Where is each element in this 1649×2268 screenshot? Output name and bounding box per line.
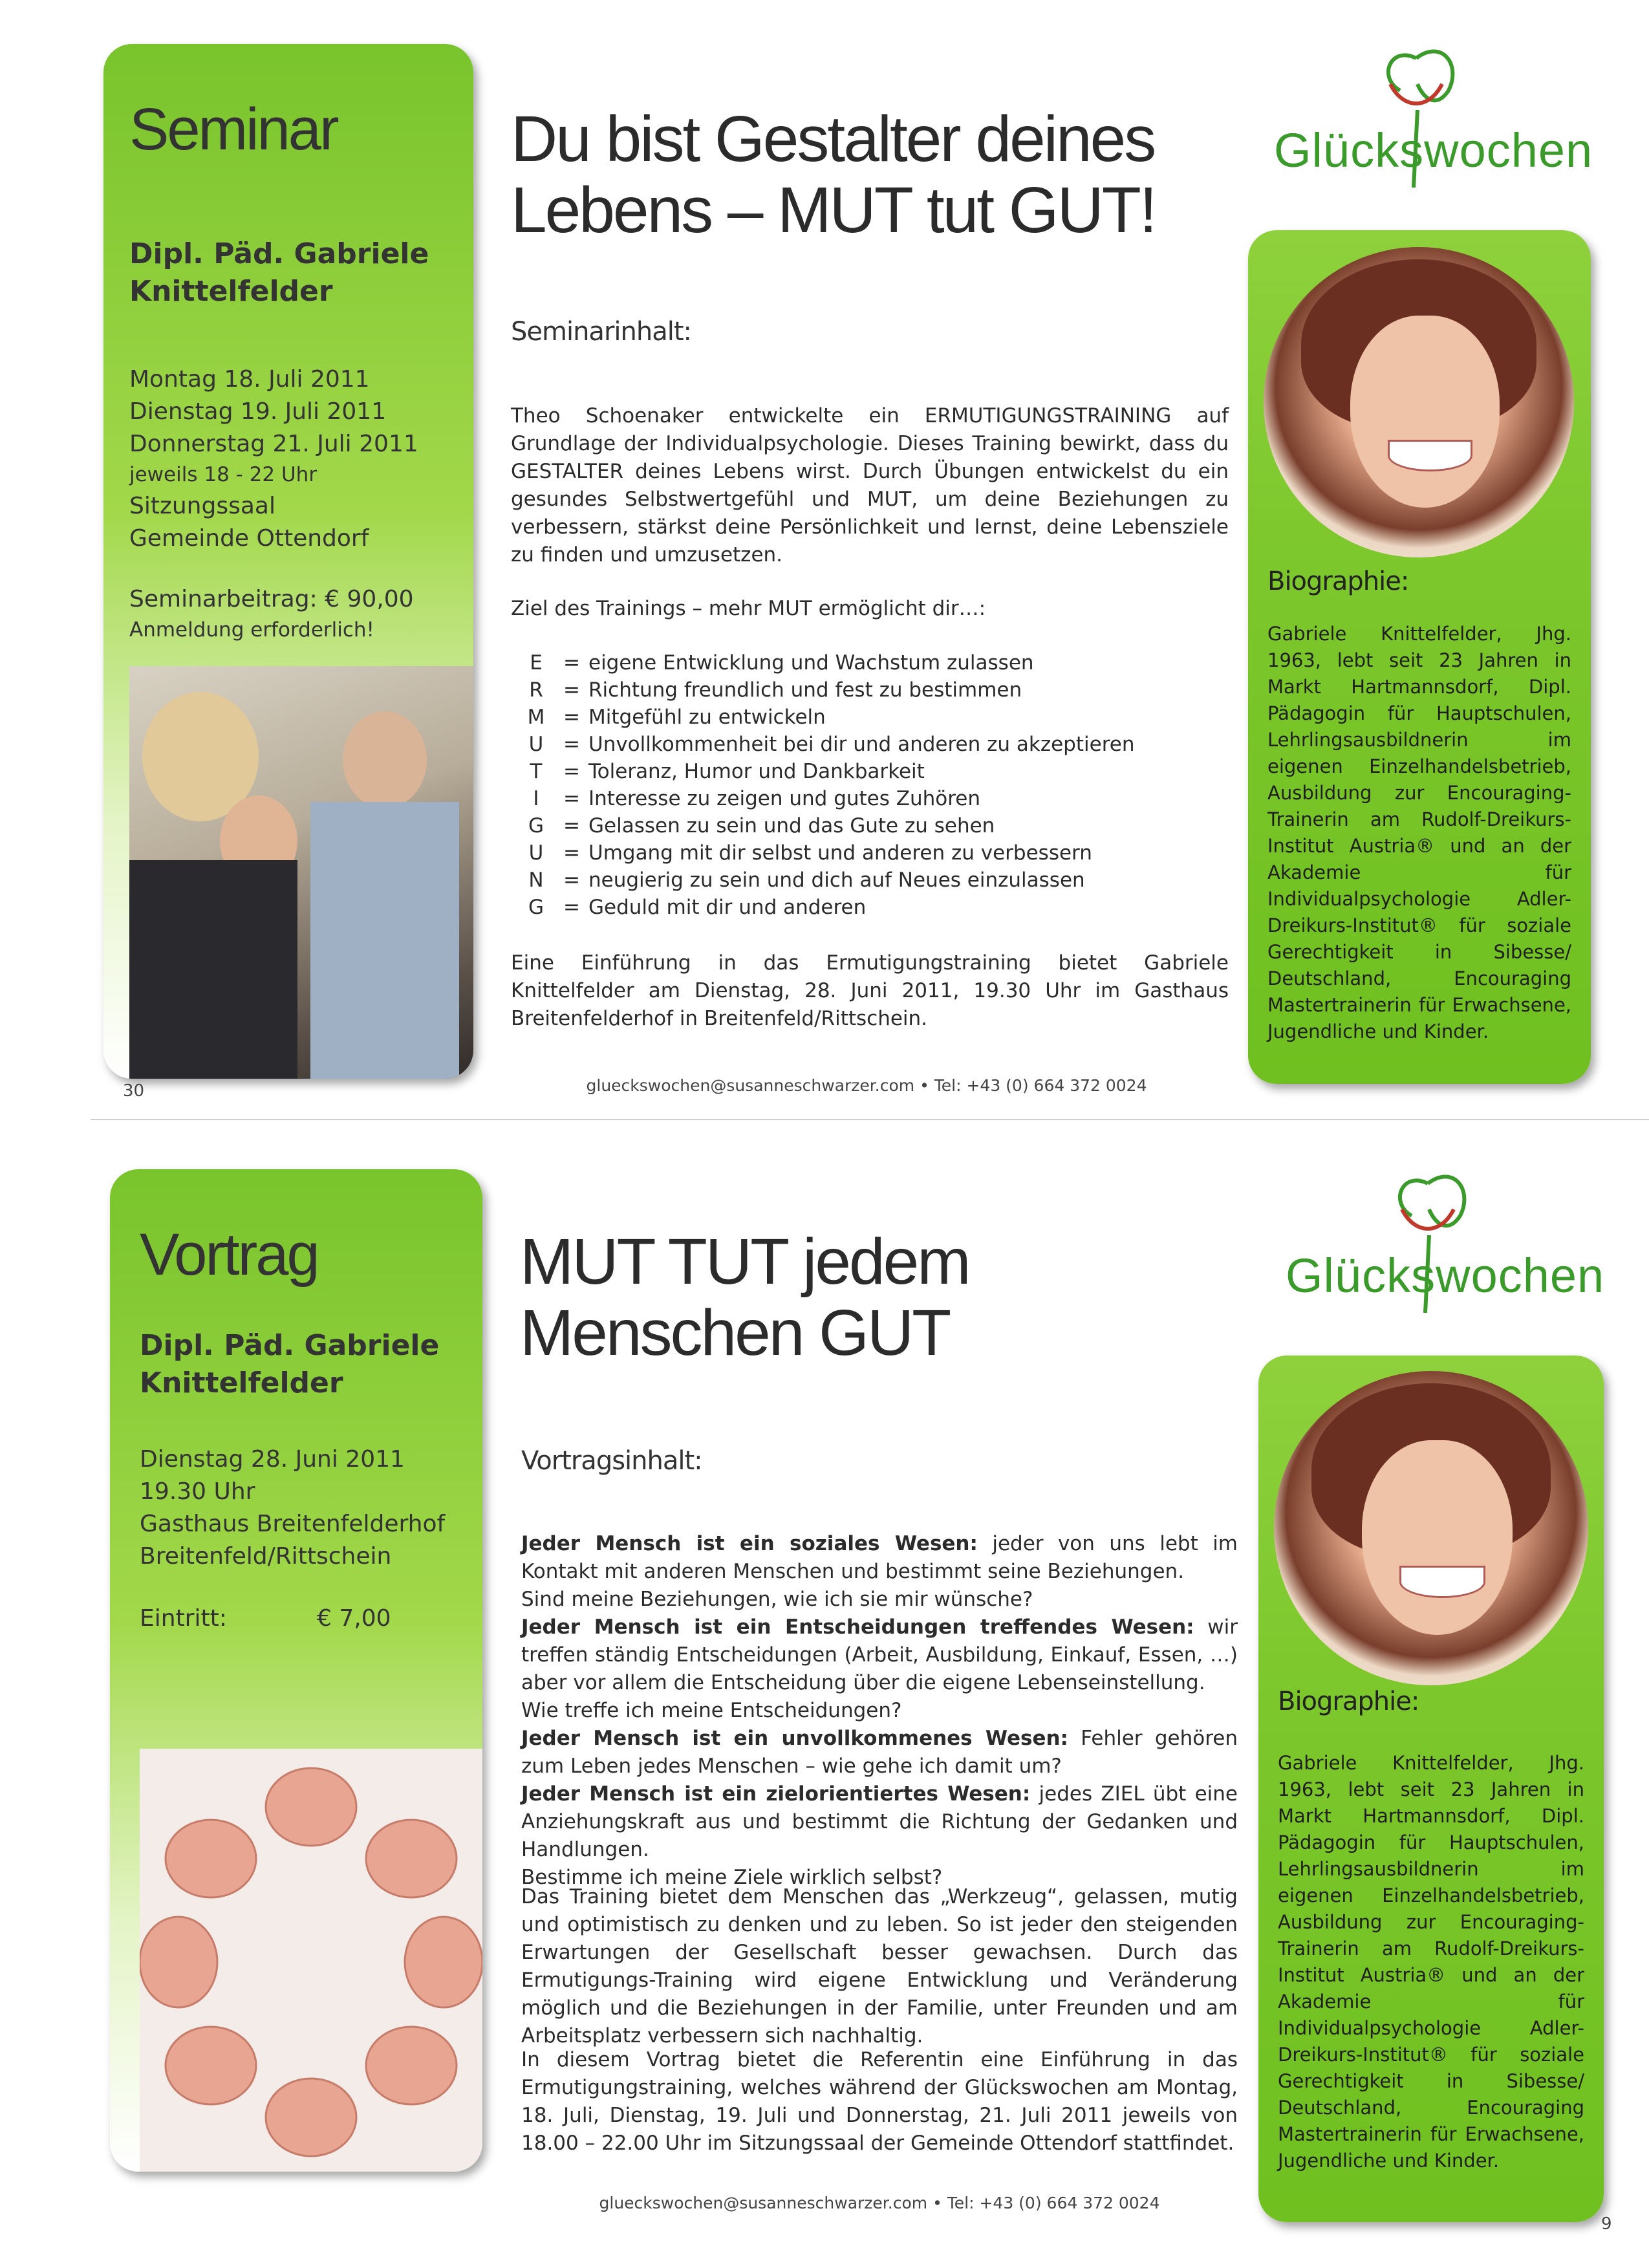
list-item: R = Richtung freundlich und fest zu bestimmen: [529, 678, 1022, 702]
presenter-name: Dipl. Päd. Gabriele Knittelfelder: [140, 1329, 440, 1399]
bio-title: Biographie:: [1267, 567, 1409, 596]
glueckswochen-logo: [1279, 1164, 1605, 1319]
registration-note: Anmeldung erforderlich!: [129, 618, 374, 642]
logo-text: Glückswochen: [1286, 1249, 1605, 1302]
panel-title: Seminar: [129, 96, 338, 162]
list-item: T = Toleranz, Humor und Dankbarkeit: [530, 760, 925, 783]
panel-title: Vortrag: [140, 1222, 318, 1288]
list-item: N = neugierig zu sein und dich auf Neues einzulassen: [528, 869, 1085, 892]
lecture-fee-value: € 7,00: [317, 1605, 391, 1632]
page-divider: [91, 1119, 1649, 1120]
page-footer: glueckswochen@susanneschwarzer.com • Tel: +43 (0) 664 372 0024: [599, 2194, 1160, 2212]
list-item: E = eigene Entwicklung und Wachstum zulassen: [530, 651, 1034, 675]
list-item: Jeder Mensch ist ein soziales Wesen: jeder von uns lebt im Kontakt mit anderen Menschen und bestimmt seine Beziehungen. Sind meine Beziehungen, wie ich sie mir wünsche?: [521, 1532, 1238, 1611]
portrait-photo: [1274, 1371, 1588, 1685]
biography-panel: [1258, 1355, 1604, 2222]
seminar-dates: Montag 18. Juli 2011 Dienstag 19. Juli 2011 Donnerstag 21. Juli 2011: [129, 366, 418, 457]
seminar-info-panel: [103, 44, 473, 1079]
acronym-list: [517, 649, 1229, 921]
biography-panel: [1248, 230, 1591, 1084]
logo-text: Glückswochen: [1274, 124, 1593, 177]
seminar-venue: Sitzungssaal Gemeinde Ottendorf: [129, 493, 369, 552]
list-item: I = Interesse zu zeigen und gutes Zuhören: [533, 787, 981, 810]
list-item: G = Gelassen zu sein und das Gute zu sehen: [528, 814, 995, 837]
list-item: Jeder Mensch ist ein Entscheidungen treffendes Wesen: wir treffen ständig Entscheidungen (Arbeit, Ausbildung, Einkauf, Essen, …) aber vor allem die Entscheidung über die eigene Lebenseinstellung. Wie treffe ich meine Entscheidungen?: [521, 1615, 1238, 1722]
lecture-paragraph-3: In diesem Vortrag bietet die Referentin eine Einführung in das Ermutigungstraining, welches während der Glückswochen am Montag, 18. Juli, Dienstag, 19. Juli und Donnerstag, 21. Juli 2011 jeweils von 18.00 – 22.00 Uhr im Sitzungssaal der Gemeinde Ottendorf stattfindet.: [521, 2048, 1238, 2155]
lecture-headline: MUT TUT jedem Menschen GUT: [520, 1226, 969, 1369]
list-item: U = Umgang mit dir selbst und anderen zu verbessern: [528, 841, 1092, 865]
presenter-name: Dipl. Päd. Gabriele Knittelfelder: [129, 237, 429, 308]
list-item: U = Unvollkommenheit bei dir und anderen zu akzeptieren: [528, 733, 1135, 756]
page-number: 30: [123, 1081, 145, 1101]
list-item: Jeder Mensch ist ein zielorientiertes Wesen: jedes ZIEL übt eine Anziehungskraft aus und bestimmt die Richtung der Gedanken und Handlungen. Bestimme ich meine Ziele wirklich selbst?: [521, 1782, 1238, 1889]
bio-text: Gabriele Knittelfelder, Jhg. 1963, lebt seit 23 Jahren in Markt Hartmannsdorf, Dipl. Pädagogin für Hauptschulen, Lehrlingsausbildnerin im eigenen Einzelhandelsbetrieb, Ausbildung zur Encouraging-Trainerin am Rudolf-Dreikurs-Institut Austria® und an der Akademie für Individualpsychologie Adler-Dreikurs-Institut® für soziale Gerechtigkeit in Sibesse/ Deutschland, Encouraging Mastertrainerin für Erwachsene, Jugendliche und Kinder.: [1267, 623, 1571, 1042]
hands-illustration-icon: [140, 1749, 482, 2172]
seminar-outro: Eine Einführung in das Ermutigungstraining bietet Gabriele Knittelfelder am Dienstag, 28. Juni 2011, 19.30 Uhr im Gasthaus Breitenfelderhof in Breitenfeld/Rittschein.: [511, 951, 1229, 1030]
seminar-time: jeweils 18 - 22 Uhr: [129, 463, 318, 486]
lecture-details: Dienstag 28. Juni 2011 19.30 Uhr Gasthaus Breitenfelderhof Breitenfeld/Rittschein: [140, 1446, 446, 1570]
lecture-points: [521, 1530, 1238, 1892]
seminar-intro: Theo Schoenaker entwickelte ein ERMUTIGUNGSTRAINING auf Grundlage der Individualpsychologie. Dieses Training bewirkt, dass du GESTALTER deines Lebens wirst. Durch Übungen entwickelst du ein gesundes Selbstwertgefühl und MUT, um deine Beziehungen zu verbessern, stärkst deine Persönlichkeit und lernst, deine Lebensziele zu finden und umzusetzen.: [511, 404, 1229, 567]
page-number: 9: [1601, 2214, 1612, 2234]
list-item: M = Mitgefühl zu entwickeln: [527, 706, 826, 729]
lecture-fee-label: Eintritt:: [140, 1605, 227, 1632]
lecture-section-title: Vortragsinhalt:: [521, 1446, 702, 1476]
seminar-fee: Seminarbeitrag: € 90,00: [129, 586, 414, 612]
hands-circle-photo: [140, 1749, 482, 2172]
seminar-section-title: Seminarinhalt:: [511, 317, 691, 347]
list-item: G = Geduld mit dir und anderen: [528, 896, 867, 919]
lecture-paragraph-2: Das Training bietet dem Menschen das „Werkzeug“, gelassen, mutig und optimistisch zu denken und zu leben. So ist jeder den steigenden Erwartungen der Gesellschaft besser gewachsen. Durch das Ermutigungs-Training wird eigene Entwicklung und Veränderung möglich und die Beziehungen in der Familie, unter Freunden und am Arbeitsplatz verbessern sich nachhaltig.: [521, 1885, 1238, 2047]
business-people-photo: [129, 666, 473, 1079]
lecture-info-panel: [110, 1169, 482, 2172]
bio-text: Gabriele Knittelfelder, Jhg. 1963, lebt seit 23 Jahren in Markt Hartmannsdorf, Dipl. Pädagogin für Hauptschulen, Lehrlingsausbildnerin im eigenen Einzelhandelsbetrieb, Ausbildung zur Encouraging-Trainerin am Rudolf-Dreikurs-Institut Austria® und an der Akademie für Individualpsychologie Adler-Dreikurs-Institut® für soziale Gerechtigkeit in Sibesse/ Deutschland, Encouraging Mastertrainerin für Erwachsene, Jugendliche und Kinder.: [1278, 1752, 1584, 2172]
seminar-headline: Du bist Gestalter deines Lebens – MUT tut GUT!: [511, 103, 1156, 246]
bio-title: Biographie:: [1278, 1687, 1419, 1716]
glueckswochen-logo: [1267, 39, 1593, 194]
page-footer: glueckswochen@susanneschwarzer.com • Tel: +43 (0) 664 372 0024: [586, 1076, 1147, 1095]
goal-intro: Ziel des Trainings – mehr MUT ermöglicht dir…:: [511, 597, 986, 620]
portrait-photo: [1264, 247, 1574, 557]
list-item: Jeder Mensch ist ein unvollkommenes Wesen: Fehler gehören zum Leben jedes Menschen – wie gehe ich damit um?: [521, 1727, 1238, 1778]
